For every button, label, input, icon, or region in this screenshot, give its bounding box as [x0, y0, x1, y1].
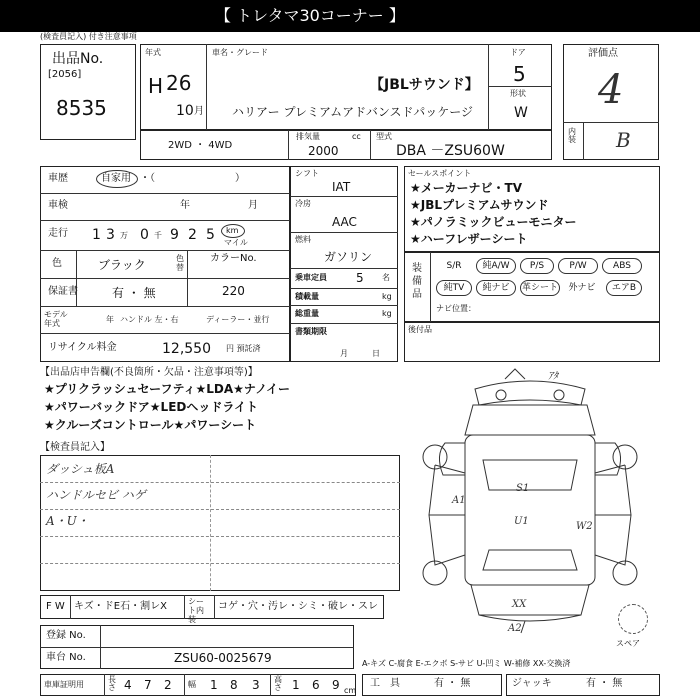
history-label: 車歴 — [48, 173, 68, 184]
car-diagram — [405, 365, 655, 645]
mileage-km: km — [226, 226, 239, 235]
mileage-d1: 1 — [92, 227, 101, 243]
mileage-d2: 3 — [106, 227, 115, 243]
mileage-d3: 0 — [140, 227, 149, 243]
gross-unit: kg — [382, 309, 392, 318]
shape-label: 形状 — [510, 89, 526, 98]
jack-label: ジャッキ — [512, 678, 552, 689]
equip-abs: ABS — [602, 258, 642, 274]
lot-number: 8535 — [56, 96, 107, 120]
length-d3: 2 — [164, 678, 172, 692]
seat-label: シート内装 — [188, 597, 204, 624]
year-value: 26 — [166, 71, 192, 95]
equip-navi: 純ナビ — [476, 280, 516, 296]
fuel-value: ガソリン — [324, 250, 373, 264]
equip-sunroof: S/R — [446, 261, 462, 271]
model-year-dealer: ディーラー・並行 — [206, 315, 270, 324]
tools-label: 工 具 — [370, 678, 400, 689]
model-code-label: 型式 — [376, 132, 392, 141]
year-label: 年式 — [145, 48, 161, 57]
docs-month: 月 — [340, 349, 348, 358]
width-d1: 1 — [210, 678, 218, 692]
seller-note-3: ★クルーズコントロール★パワーシート — [44, 418, 257, 432]
chassis-label: 車台 No. — [46, 652, 86, 663]
equipment-label: 装備品 — [412, 263, 422, 300]
color-code-value: 220 — [222, 284, 245, 298]
color-change: 色替 — [176, 254, 184, 272]
inspector-note-2: ハンドルセビ ハゲ — [46, 488, 146, 502]
lot-label: 出品No. — [52, 51, 104, 67]
sales-item-1: ★メーカーナビ・TV — [410, 181, 522, 195]
length-label: 長さ — [108, 675, 116, 692]
interior-label: 内装 — [568, 127, 576, 144]
warranty-label: 保証書 — [48, 286, 78, 297]
equip-leather-seat: 革シート — [520, 280, 560, 296]
equip-alloy-wheel: 純A/W — [476, 258, 516, 274]
load-label: 積載量 — [295, 292, 319, 301]
model-sound: 【JBLサウンド】 — [370, 77, 479, 93]
dimension-unit: cm — [344, 686, 357, 695]
warranty-value: 有 ・ 無 — [112, 286, 156, 300]
year-month-unit: 月 — [194, 106, 204, 117]
length-d1: 4 — [124, 678, 132, 692]
shift-label: シフト — [295, 169, 319, 178]
model-year-year: 年 — [106, 315, 114, 324]
history-value: 自家用 — [101, 173, 131, 184]
history-extra: ・（ ） — [140, 173, 245, 184]
damage-mark-top: ｱﾀ — [548, 371, 558, 382]
inspection-month: 月 — [248, 200, 258, 211]
width-d3: 3 — [252, 678, 260, 692]
score-label: 評価点 — [588, 48, 618, 59]
seller-note-2: ★パワーバックドア★LEDヘッドライト — [44, 400, 259, 414]
damage-legend: A-キズ C-腐食 E-エクボ S-サビ U-凹ミ W-補修 XX-交換済 — [362, 659, 571, 668]
ac-label: 冷房 — [295, 199, 311, 208]
sales-label: セールスポイント — [408, 169, 472, 178]
inspection-year: 年 — [180, 200, 190, 211]
height-d2: 6 — [312, 678, 320, 692]
fuel-label: 燃料 — [295, 235, 311, 244]
header-title: 【 トレタマ30コーナー 】 — [215, 6, 405, 25]
displacement-value: 2000 — [308, 144, 339, 158]
shape-value: W — [514, 105, 528, 121]
inspector-note-3: A・U・ — [46, 514, 89, 528]
length-d2: 7 — [144, 678, 152, 692]
sales-item-4: ★ハーフレザーシート — [410, 232, 528, 246]
equip-power-steering: P/S — [520, 258, 554, 274]
capacity-value: 5 — [356, 271, 364, 285]
aftermarket-label: 後付品 — [408, 325, 432, 334]
equip-power-window: P/W — [558, 258, 598, 274]
aftermarket-box — [404, 322, 660, 362]
year-month: 10 — [176, 103, 194, 119]
tools-value: 有 ・ 無 — [434, 678, 471, 689]
mileage-d5: 2 — [188, 227, 197, 243]
height-label: 高さ — [274, 675, 282, 692]
seller-notes-label: 【出品店申告欄(不良箇所・欠品・注意事項等)】 — [40, 367, 258, 378]
inspection-label: 車検 — [48, 200, 68, 211]
sales-item-2: ★JBLプレミアムサウンド — [410, 198, 549, 212]
recycle-label: リサイクル料金 — [48, 342, 117, 353]
equip-airbag: エアB — [606, 280, 642, 296]
ac-value: AAC — [332, 215, 357, 229]
sales-item-3: ★パノラミックビューモニター — [410, 215, 577, 229]
height-d3: 9 — [332, 678, 340, 692]
drive-text: 2WD ・ 4WD — [168, 140, 233, 151]
load-unit: kg — [382, 292, 392, 301]
mileage-unit-man: 万 — [120, 231, 128, 240]
docs-label: 書類期限 — [295, 327, 327, 336]
top-note: (検査員記入) 付き注意事項 — [40, 32, 137, 41]
color-code-label: カラーNo. — [210, 253, 257, 264]
mileage-unit-sen: 千 — [154, 231, 162, 240]
height-d1: 1 — [292, 678, 300, 692]
doors-value: 5 — [513, 62, 526, 86]
damage-mark-s1: S1 — [516, 483, 530, 494]
damage-mark-u1: U1 — [514, 516, 529, 527]
damage-mark-a2: A2 — [508, 623, 522, 634]
mileage-d6: 5 — [206, 227, 215, 243]
inspector-label: 【検査員記入】 — [40, 442, 110, 453]
color-value: ブラック — [98, 258, 146, 272]
model-label: 車名・グレード — [212, 48, 268, 57]
spare-label: スペア — [616, 639, 640, 648]
width-label: 幅 — [188, 680, 196, 689]
damage-mark-w2: W2 — [576, 521, 593, 532]
model-year-handle: ハンドル 左・右 — [120, 315, 179, 324]
fw-label: F W — [46, 601, 65, 612]
displacement-unit: cc — [352, 132, 361, 141]
score-value: 4 — [598, 67, 624, 113]
interior-value: B — [616, 128, 631, 152]
recycle-value: 12,550 — [162, 341, 211, 357]
width-d2: 8 — [230, 678, 238, 692]
mileage-label: 走行 — [48, 228, 68, 239]
docs-day: 日 — [372, 349, 380, 358]
capacity-label: 乗車定員 — [295, 273, 327, 282]
mileage-d4: 9 — [170, 227, 179, 243]
seat-options: コゲ・穴・汚レ・シミ・破レ・スレ — [218, 601, 378, 612]
registration-label: 登録 No. — [46, 630, 86, 641]
certificate-label: 車庫証明用 — [44, 680, 84, 689]
doors-label: ドア — [510, 48, 526, 57]
damage-mark-a1: A1 — [452, 495, 466, 506]
fw-options: キズ・ドE石・割レX — [74, 601, 167, 612]
damage-mark-xx: XX — [512, 599, 527, 610]
certificate-box — [40, 674, 356, 696]
model-code-value: DBA －ZSU60W — [396, 143, 505, 159]
mileage-mile: マイル — [224, 238, 248, 247]
color-label: 色 — [52, 258, 62, 269]
seller-note-1: ★プリクラッシュセーフティ★LDA★ナノイー — [44, 382, 291, 396]
model-name: ハリアー プレミアムアドバンスドパッケージ — [232, 105, 474, 119]
model-year-label: モデル年式 — [44, 310, 68, 328]
spare-circle — [618, 604, 648, 634]
displacement-label: 排気量 — [296, 132, 320, 141]
inspector-note-1: ダッシュ板A — [46, 462, 115, 476]
equip-outer-navi: 外ナビ — [568, 283, 596, 293]
chassis-value: ZSU60-0025679 — [174, 651, 272, 665]
navi-position: ナビ位置： — [436, 304, 476, 313]
lot-stamp: [2056] — [48, 69, 82, 80]
shift-value: IAT — [332, 180, 351, 194]
gross-label: 総重量 — [295, 309, 319, 318]
recycle-unit: 円 預託済 — [226, 344, 261, 353]
equip-tv: 純TV — [436, 280, 472, 296]
year-era: H — [148, 74, 164, 98]
jack-value: 有 ・ 無 — [586, 678, 623, 689]
capacity-unit: 名 — [382, 273, 390, 282]
